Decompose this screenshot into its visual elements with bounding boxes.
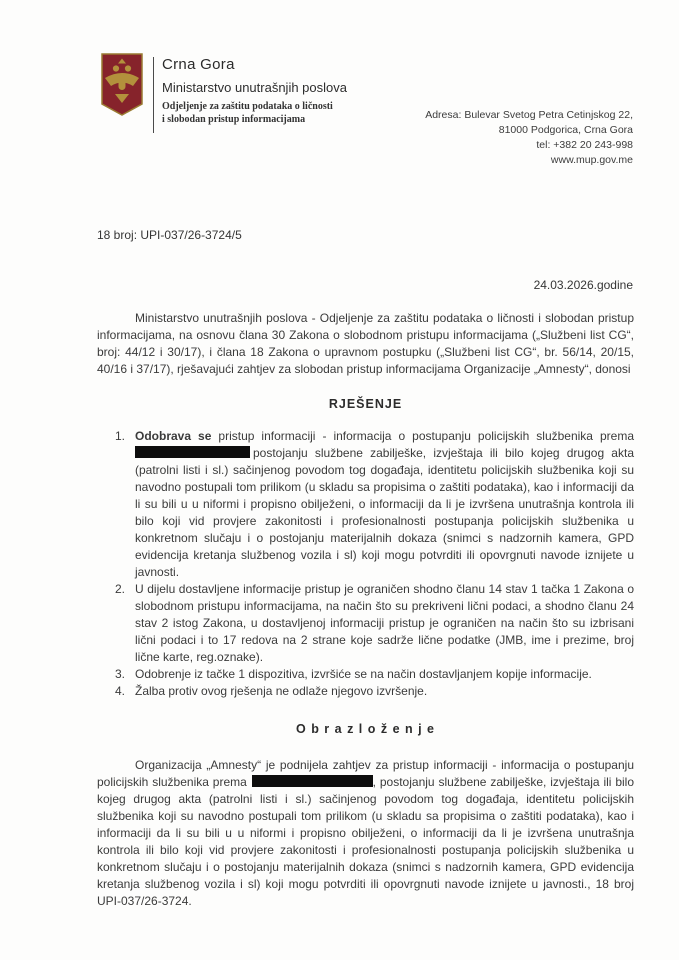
address-website: www.mup.gov.me — [550, 154, 633, 166]
item-bold-lead: Odobrava se — [135, 429, 212, 443]
item-text: U dijelu dostavljene informacije pristup je ograničen shodno članu 14 stav 1 tačka 1 Zakona o slobodnom pristupu informacijama, na način što su prekriveni lični podaci, a shodno članu 24 stav 2 istog Zakona, u dostavljenoj informaciji pristup je ograničen na način što su izbrisani lični podaci i to 17 redova na 2 strane koje sadrže lične podatke (JMB, ime i prezime, broj lične karte, reg.oznake). — [135, 582, 634, 664]
country-name: Crna Gora — [162, 56, 235, 73]
document-body — [97, 310, 634, 910]
reasoning-paragraph — [97, 757, 634, 910]
item-text: Odobrenje iz tačke 1 dispozitiva, izvršiće se na način dostavljanjem kopije informacije. — [135, 667, 592, 681]
intro-paragraph: Ministarstvo unutrašnjih poslova - Odjeljenje za zaštitu podataka o ličnosti i slobodan pristup informacijama, na osnovu člana 30 Zakona o slobodnom pristupu informacijama („Službeni list CG“, broj: 44/12 i 30/17), i člana 18 Zakona o upravnom postupku („Službeni list CG“, br. 56/14, 20/15, 40/16 i 37/17), rješavajući zahtjev za slobodan pristup informacijama Organizacije „Amnesty“, donosi — [97, 311, 634, 376]
item-number: 2. — [115, 582, 126, 596]
decision-item-1 — [97, 428, 634, 581]
item-text-after-redaction: postojanju službene zabilješke, izvještaja ili bilo kojeg drugog akta (patrolni listi i sl.) sačinjenog povodom tog događaja, identitetu policijskih službenika koji su navodno postupali tom prilikom (u skladu sa propisima o zaštiti podataka), kao i informaciji da li su bili u u niformi i propisno obilježeni, o informaciji da li je izvršena unutrašnja kontrola ili bilo koji vid provjere zakonitosti i profesionalnosti postupanja policijskih službenika u konkretnom slučaju i o postojanju materijalnih dokaza (snimci s nadzornih kamera, GPD evidencija kretanja službenog vozila i sl) koji mogu potvrditi ili opovrgnuti navode iznijete u javnosti. — [135, 446, 634, 579]
decision-list — [97, 428, 634, 700]
item-text: Žalba protiv ovog rješenja ne odlaže njegovo izvršenje. — [135, 684, 428, 698]
item-number: 3. — [115, 667, 126, 681]
item-number: 4. — [115, 684, 126, 698]
reasoning-text-before-redaction: Organizacija „Amnesty“ je podnijela zahtjev za pristup informaciji - informacija o postupanju policijskih službenika prema — [97, 758, 634, 789]
ministry-name: Ministarstvo unutrašnjih poslova — [162, 80, 347, 95]
case-number: 18 broj: UPI-037/26-3724/5 — [97, 228, 242, 242]
decision-item-2 — [97, 581, 634, 666]
letterhead-text-block — [162, 56, 347, 126]
decision-item-4 — [97, 683, 634, 700]
reasoning-title: O b r a z l o ž e n j e — [296, 722, 435, 736]
department-line-1: Odjeljenje za zaštitu podataka o ličnosti — [162, 101, 333, 112]
document-date: 24.03.2026.godine — [533, 278, 633, 292]
redaction-bar — [135, 446, 250, 458]
decision-title: RJEŠENJE — [328, 397, 403, 411]
redaction-bar — [252, 775, 373, 787]
item-number: 1. — [115, 429, 126, 443]
letterhead-divider — [153, 57, 154, 133]
decision-item-3 — [97, 666, 634, 683]
department-line-2: i slobodan pristup informacijama — [162, 113, 306, 125]
address-city: 81000 Podgorica, Crna Gora — [498, 124, 633, 136]
reasoning-text-after-redaction: , postojanju službene zabilješke, izvještaja ili bilo kojeg drugog akta (patrolni listi i sl.) sačinjenog povodom tog događaja, identitetu policijskih službenika koji su navodno postupali tom prilikom (u skladu sa propisima o zaštiti podataka), kao i informaciji da li su bili u u niformi i propisno obilježeni, o informaciji da li je izvršena unutrašnja kontrola ili bilo koji vid provjere zakonitosti i profesionalnosti postupanja policijskih službenika u konkretnom slučaju i o postojanju materijalnih dokaza (snimci s nadzornih kamera, GPD evidencija kretanja službenog vozila i sl) koji mogu potvrditi ili opovrgnuti navode iznijete u javnosti., 18 broj UPI-037/26-3724. — [97, 775, 634, 908]
address-phone: tel: +382 20 243-998 — [536, 139, 633, 151]
address-street: Adresa: Bulevar Svetog Petra Cetinjskog 22, — [425, 109, 633, 121]
address-block — [425, 108, 633, 168]
coat-of-arms-icon — [99, 52, 145, 123]
item-text-before-redaction: pristup informaciji - informacija o postupanju policijskih službenika prema — [211, 429, 635, 443]
